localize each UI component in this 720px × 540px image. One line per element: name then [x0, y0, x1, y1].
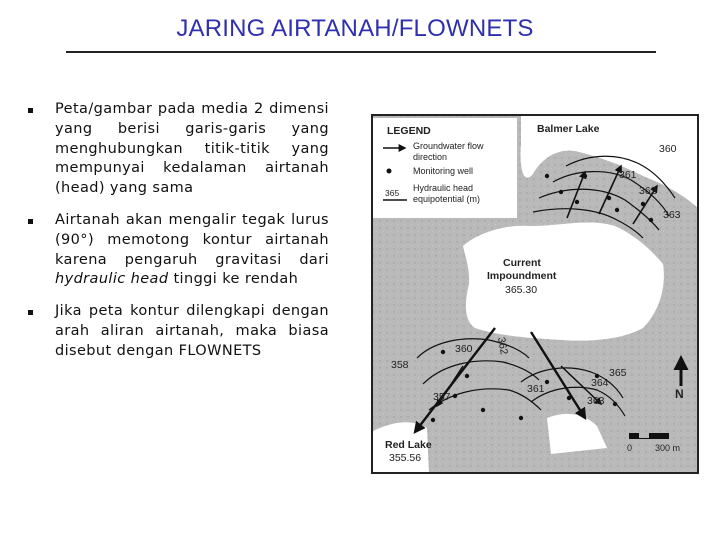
monitoring-well-icon	[649, 218, 653, 222]
monitoring-well-icon	[431, 418, 435, 422]
bullet-text: Peta/gambar pada media 2 dimensi yang berisi garis-garis yang menghubungkan titik-titik yang mempunyai kedalaman airtanah (head) yang sama	[55, 101, 329, 197]
scale-start: 0	[627, 443, 633, 453]
legend-title: LEGEND	[387, 125, 431, 137]
bullet-list	[24, 100, 329, 374]
bullet-text-after: tinggi ke rendah	[168, 271, 299, 288]
bullet-item	[24, 211, 329, 290]
balmer-lake-level: 358.40	[625, 124, 658, 136]
contour-label-363-bottom: 363	[587, 395, 605, 407]
scale-bar-baseline	[629, 438, 669, 439]
contour-label-362-top: 362	[639, 185, 657, 197]
monitoring-well-icon	[575, 200, 579, 204]
bullet-square-icon	[28, 310, 33, 315]
legend-flow-label-2: direction	[413, 152, 448, 162]
bullet-square-icon	[28, 108, 33, 113]
red-lake-label: Red Lake	[385, 439, 432, 451]
bullet-square-icon	[28, 219, 33, 224]
bullet-text-before: Airtanah akan mengalir tegak lurus (90°) memotong kontur airtanah karena pengaruh gravitasi dari	[55, 211, 329, 268]
contour-label-363-top: 363	[663, 209, 681, 221]
contour-label-364: 364	[591, 377, 609, 389]
impoundment-label: Current	[503, 257, 541, 269]
contour-label-365: 365	[609, 367, 627, 379]
flownet-map-svg	[371, 114, 699, 474]
legend-well-label: Monitoring well	[413, 166, 474, 176]
monitoring-well-icon	[545, 380, 549, 384]
bullet-item	[24, 100, 329, 199]
impoundment-label-2: Impoundment	[487, 270, 557, 282]
contour-label-361-bottom: 361	[527, 383, 545, 395]
bullet-text	[55, 211, 329, 290]
monitoring-well-icon	[641, 202, 645, 206]
bullet-text: Jika peta kontur dilengkapi dengan arah aliran airtanah, maka biasa disebut dengan FLOWNETS	[55, 303, 329, 359]
monitoring-well-icon	[441, 350, 445, 354]
contour-label-361-top: 361	[619, 169, 637, 181]
monitoring-well-icon	[481, 408, 485, 412]
legend-well-icon	[387, 169, 392, 174]
flownet-map	[371, 114, 699, 474]
bullet-text-italic: hydraulic head	[55, 271, 169, 288]
north-label: N	[675, 387, 684, 401]
monitoring-well-icon	[613, 402, 617, 406]
balmer-lake-label: Balmer Lake	[537, 123, 600, 135]
scale-bar-icon	[629, 433, 639, 438]
contour-label-362-bottom: 362	[494, 336, 510, 356]
scale-end: 300 m	[655, 443, 681, 453]
monitoring-well-icon	[583, 174, 587, 178]
monitoring-well-icon	[559, 190, 563, 194]
monitoring-well-icon	[567, 396, 571, 400]
scale-bar-icon	[649, 433, 669, 438]
legend-head-sample: 365	[385, 188, 400, 198]
monitoring-well-icon	[453, 394, 457, 398]
slide-title: JARING AIRTANAH/FLOWNETS	[176, 15, 534, 42]
red-lake-level: 355.56	[389, 452, 422, 464]
impoundment-level: 365.30	[505, 284, 538, 296]
title-underline	[66, 51, 656, 53]
monitoring-well-icon	[519, 416, 523, 420]
monitoring-well-icon	[545, 174, 549, 178]
monitoring-well-icon	[615, 208, 619, 212]
contour-label-360-bottom: 360	[455, 343, 473, 355]
contour-label-360-top: 360	[659, 143, 677, 155]
legend-flow-label: Groundwater flow	[413, 141, 484, 151]
contour-label-358: 358	[391, 359, 409, 371]
monitoring-well-icon	[465, 374, 469, 378]
contour-label-357: 357	[433, 391, 451, 403]
legend-head-label-2: equipotential (m)	[413, 194, 481, 204]
legend-head-label: Hydraulic head	[413, 183, 474, 193]
monitoring-well-icon	[607, 196, 611, 200]
bullet-item	[24, 302, 329, 361]
